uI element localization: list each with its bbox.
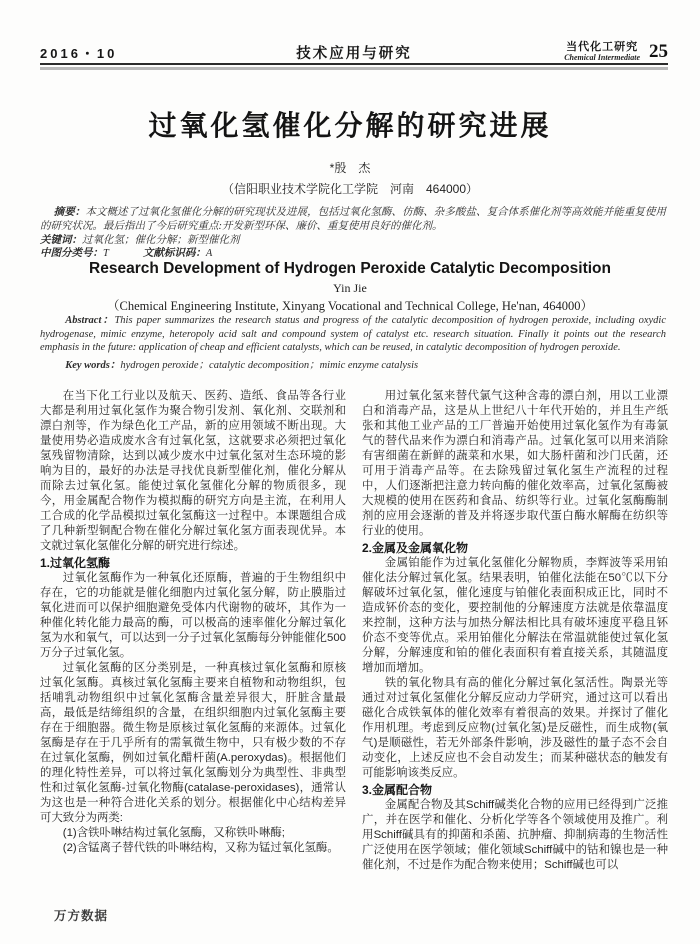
paper-title-en: Research Development of Hydrogen Peroxide Catalytic Decomposition — [89, 260, 611, 277]
paragraph: 在当下化工行业以及航天、医药、造纸、食品等各行业大都是利用过氧化氢作为聚合物引发剂、氧化剂、交联剂和漂白剂等，作为绿色化工产品，新的应用领域不断出现。大量使用势必造成废水含有过氧化氢，这就要求必须把过氧化氢残留物清除，达到以减少废水中过氧化氢对生态环境的影响为目的，最好的办法是寻找优良新型催化剂，催化分解从而除去过氧化氢。能使过氧化氢催化分解的物质很多，现今，用金属配合物作为模拟酶的研究方向是主流，在利用人工合成的化学品模拟过氧化氢酶这一过程中。本课题组合成了几种新型铜配合物在催化分解过氧化氢方面表现优异。本文就过氧化氢催化分解的研究进行综述。 — [40, 390, 346, 552]
paragraph: 铁的氧化物具有高的催化分解过氧化氢活性。陶景光等通过对过氧化氢催化分解反应动力学研究，通过这可以看出磁化合成铁氧体的催化效率有着很高的效果。并探讨了催化作用机理。考虑到反应物(过氧化氢)是反磁性，而生成物(氧气)是顺磁性，若无外部条件影响，涉及磁性的量子态不会自动变化，上述反应也不会自动发生；而某种磁状态的触发有可能影响该类反应。 — [362, 677, 668, 779]
paper-title-cn: 过氧化氢催化分解的研究进展 — [148, 110, 552, 141]
article-body — [40, 389, 668, 873]
abstract-block-cn — [40, 206, 666, 261]
journal-name-en: Chemical Intermediate — [564, 53, 640, 62]
list-item: (2)含锰离子替代铁的卟啉结构，又称为锰过氧化氢酶。 — [62, 842, 339, 854]
keywords-en-line — [40, 359, 666, 373]
author-cn: *殷 杰 — [329, 161, 371, 175]
abstract-en-paragraph — [40, 314, 666, 355]
list-item: (1)含铁卟啉结构过氧化氢酶，又称铁卟啉酶; — [62, 827, 285, 839]
wanfang-watermark: 万方数据 — [54, 909, 109, 923]
keywords-cn-line — [40, 234, 666, 248]
abstract-en-text: This paper summarizes the research status and progress of the catalytic decomposition of hydrogen peroxide, including oxydic hydrogenase, mimic enzyme, heteropoly acid salt and compound system of catalyst etc. research situation. Finally it points out the research emphasis in the future: application of cheap and efficient catalysts, which can be reused, in catalytic decomposition of hydrogen peroxide. — [40, 315, 667, 354]
clc-label: 中图分类号： — [40, 248, 103, 260]
paragraph: 用过氧化氢来替代氯气这种含毒的漂白剂，用以工业漂白和消毒产品，这是从上世纪八十年代开始的，并且生产纸张和其他工业产品的工厂普遍开始使用过氧化氢作为有毒氯气的替代品来作为漂白和消毒产品。过氧化氢可以用来消除有害细菌在新鲜的蔬菜和水果，如大肠杆菌和沙门氏菌，还可用于消毒产品等。在去除残留过氧化氢生产流程的过程中，人们逐渐把注意力转向酶的催化效率高，过氧化氢酶被大规模的使用在医药和食品、纺织等行业。过氧化氢酶酶制剂的应用会逐渐的普及并将逐步取代蛋白酶水解酶在纺织等行业的使用。 — [362, 390, 668, 537]
affiliation-cn: （信阳职业技术学院化工学院 河南 464000） — [221, 182, 479, 196]
abstract-cn-paragraph — [40, 206, 666, 234]
keywords-en-text: hydrogen peroxide；catalytic decomposition；mimic enzyme catalysis — [120, 359, 419, 371]
page-number: 25 — [649, 41, 668, 62]
author-en: Yin Jie — [333, 281, 367, 295]
journal-name-cn: 当代化工研究 — [566, 41, 639, 53]
journal-names — [564, 42, 640, 62]
abstract-cn-label: 摘要： — [53, 207, 86, 218]
paragraph: 金属铂能作为过氧化氢催化分解物质，李辉波等采用铂催化法分解过氧化氢。结果表明，铂催化法能在50℃以下分解破坏过氧化氢，催化速度与铂催化表面积成正比，同时不造成钚价态的变化，要控制他的分解速度方法就是依靠温度来控制，这种方法与加热分解法相比具有破坏速度平稳且钚价态不变等优点。采用铂催化分解法在常温就能使过氧化氢分解，分解速度和铂的催化表面积有着直接关系，其随温度增加而增加。 — [362, 557, 668, 674]
section-heading-2: 2.金属及金属氧化物 — [362, 541, 469, 555]
column-section-title: 技术应用与研究 — [296, 45, 412, 62]
clc-value: T — [103, 248, 109, 260]
doc-code-label: 文献标识码： — [142, 248, 206, 260]
journal-logo — [564, 41, 668, 63]
affiliation-en: （Chemical Engineering Institute, Xinyang Vocational and Technical College, He'nan, 464000） — [107, 299, 593, 313]
keywords-cn-text: 过氧化氢；催化分解；新型催化剂 — [82, 234, 240, 246]
header-rule-dark — [40, 63, 668, 65]
issue-date: 2016・10 — [40, 45, 118, 61]
section-heading-1: 1.过氧化氢酶 — [40, 556, 111, 570]
page-header — [40, 40, 668, 64]
keywords-cn-label: 关键词： — [40, 234, 82, 246]
section-heading-3: 3.金属配合物 — [362, 783, 433, 797]
abstract-en-label: Abstract： — [65, 315, 115, 326]
doc-code-value: A — [205, 248, 213, 260]
paragraph: 金属配合物及其Schiff碱类化合物的应用已经得到广泛推广，并在医学和催化、分析化学等各个领域使用及推广。利用Schiff碱具有的抑菌和杀菌、抗肿瘤、抑制病毒的生物活性广泛使用在医学领域；催化领域Schiff碱中的钴和镍也是一种催化剂，不过是作为配合物来使用；Schiff碱也可以 — [362, 799, 668, 871]
paragraph: 过氧化氢酶作为一种氧化还原酶，普遍的于生物组织中存在，它的功能就是催化细胞内过氧化氢分解，防止膜脂过氧化进而可以保护细胞避免受体内代谢物的破坏，其作为一种催化转化能力最高的酶，可以极高的速率催化分解过氧化氢为水和氧气，可以达到一分子过氧化氢酶每分钟能催化500万分子过氧化氢。 — [40, 572, 346, 659]
right-column — [362, 389, 668, 873]
header-rule-gray — [40, 67, 668, 70]
keywords-en-label: Key words： — [65, 359, 121, 371]
abstract-block-en — [40, 314, 666, 372]
paragraph: 过氧化氢酶的区分类别是，一种真核过氧化氢酶和原核过氧化氢酶。真核过氧化氢酶主要来自植物和动物组织，包括哺乳动物组织中过氧化氢酶含量差异很大，肝脏含量最高，最低是结缔组织的含量，在组织细胞内过氧化氢酶主要存在于细胞器。微生物是原核过氧化氢酶的来源体。过氧化氢酶是存在于几乎所有的需氧微生物中，只有极少数的不存在过氧化氢酶，例如过氧化醋杆菌(A.peroxydas)。根据他们的理化特性差异，可以将过氧化氢酶划分为典型性、非典型性和过氧化氢酶-过氧化物酶(catalase-peroxidases)，通常认为这也是一种符合进化关系的划分。根据催化中心结构差异可大致分为两类: — [40, 662, 346, 824]
abstract-cn-text: 本文概述了过氧化氢催化分解的研究现状及进展，包括过氧化氢酶、仿酶、杂多酸盐、复合体系催化剂等高效能并能重复使用的研究状况。最后指出了今后研究重点:开发新型环保、廉价、重复使用良好的催化剂。 — [40, 207, 667, 232]
left-column — [40, 389, 346, 873]
